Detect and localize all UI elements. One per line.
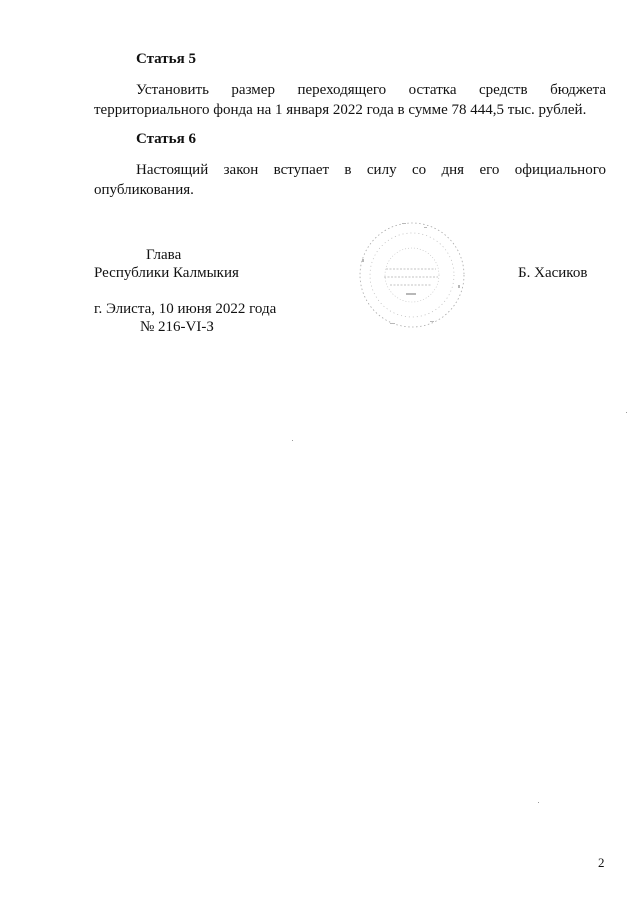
article-5-line-2: территориального фонда на 1 января 2022 года в сумме 78 444,5 тыс. рублей. [94, 102, 587, 118]
signature-title-line-1: Глава [146, 247, 182, 263]
page-number: 2 [598, 855, 605, 870]
signature-place-date: г. Элиста, 10 июня 2022 года [94, 301, 277, 317]
article-5-text [94, 80, 606, 120]
scan-speck [626, 412, 627, 413]
article-5-line-1: Установить размер переходящего остатка средств бюджета [136, 82, 606, 98]
scan-speck [538, 802, 539, 803]
article-6-line-1: Настоящий закон вступает в силу со дня его официального [136, 162, 606, 178]
article-6-text [94, 160, 606, 200]
article-5-heading: Статья 5 [136, 51, 196, 67]
scan-speck [292, 440, 293, 441]
signatory-name: Б. Хасиков [518, 265, 588, 281]
law-number: № 216-VI-З [140, 319, 214, 335]
article-6-line-2: опубликования. [94, 182, 194, 198]
article-6-heading: Статья 6 [136, 131, 196, 147]
faded-seal-icon [350, 215, 470, 340]
signature-title-line-2: Республики Калмыкия [94, 265, 239, 281]
